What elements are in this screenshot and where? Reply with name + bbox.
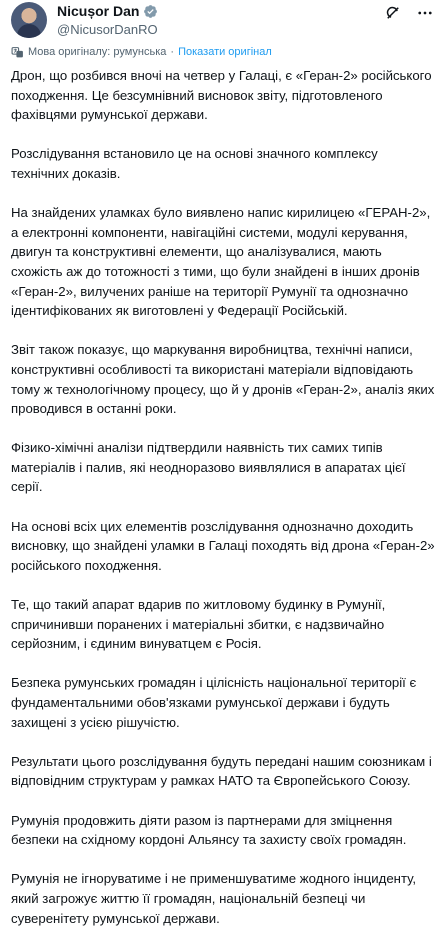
tweet-paragraph-7: Те, що такий апарат вдарив по житловому будинку в Румунії, спричинивши поранених і матеріальні збитки, є надзвичайно серйозним, і єдиним винуватцем є Росія. bbox=[11, 597, 386, 652]
tweet-paragraph-5: Фізико-хімічні аналізи підтвердили наявність тих самих типів матеріалів і палив, які неодноразово виявлялися в апаратах цієї серії. bbox=[11, 440, 406, 495]
tweet-paragraph-3: На знайдених уламках було виявлено напис кирилицею «ГЕРАН-2», а електронні компоненти, навігаційні системи, модулі керування, двигун та конструктивні елементи, що аналізувалися, мають схожість аж до тотожності з тими, що були знайдені в інших дронів «Геран-2», вилучених раніше на території Румунії та однозначно ідентифікованих як виготовлені у Федерації Російській. bbox=[11, 205, 431, 319]
tweet-text bbox=[11, 66, 436, 928]
show-original-link[interactable]: Показати оригінал bbox=[178, 46, 272, 58]
translate-icon bbox=[11, 46, 24, 59]
grok-icon[interactable] bbox=[384, 4, 402, 22]
translation-notice bbox=[11, 44, 436, 60]
more-options-icon[interactable] bbox=[416, 4, 434, 22]
tweet-paragraph-9: Результати цього розслідування будуть передані нашим союзникам і відповідним структурам у рамках НАТО та Європейського Союзу. bbox=[11, 753, 432, 789]
tweet-paragraph-8: Безпека румунських громадян і цілісність національної території є фундаментальними обов'язками румунської держави і будуть захищені з усією рішучістю. bbox=[11, 675, 417, 730]
tweet-paragraph-11: Румунія не ігноруватиме і не применшуватиме жодного інциденту, який загрожує життю її громадян, національній безпеці чи суверенітету румунської держави. bbox=[11, 871, 417, 926]
translation-label: Мова оригіналу: румунська bbox=[28, 46, 167, 58]
tweet-paragraph-4: Звіт також показує, що маркування виробництва, технічні написи, конструктивні особливості та використані матеріали відповідають тому ж технологічному процесу, що й у дронів «Геран-2», аналіз яких проводився в останні роки. bbox=[11, 342, 435, 417]
name-row bbox=[57, 2, 158, 20]
tweet-paragraph-10: Румунія продовжить діяти разом із партнерами для зміцнення безпеки на східному кордоні Альянсу та захисту своїх громадян. bbox=[11, 812, 407, 848]
avatar[interactable] bbox=[11, 2, 47, 38]
header-actions bbox=[384, 4, 434, 22]
handle[interactable]: @NicusorDanRO bbox=[57, 22, 158, 37]
tweet-paragraph-6: На основі всіх цих елементів розслідування однозначно доходить висновку, що знайдені уламки в Галаці походять від дрона «Геран-2» російського походження. bbox=[11, 518, 435, 573]
tweet-paragraph-2: Розслідування встановило це на основі значного комплексу технічних доказів. bbox=[11, 146, 378, 181]
verified-badge-icon bbox=[143, 4, 158, 19]
author-names bbox=[57, 2, 158, 37]
translation-separator: · bbox=[170, 46, 175, 58]
tweet-header bbox=[11, 0, 436, 44]
tweet-paragraph-1: Дрон, що розбився вночі на четвер у Галаці, є «Геран-2» російського походження. Це безсумнівний висновок звіту, підготовленого фахівцями румунської держави. bbox=[11, 68, 432, 123]
display-name[interactable]: Nicușor Dan bbox=[57, 3, 140, 19]
